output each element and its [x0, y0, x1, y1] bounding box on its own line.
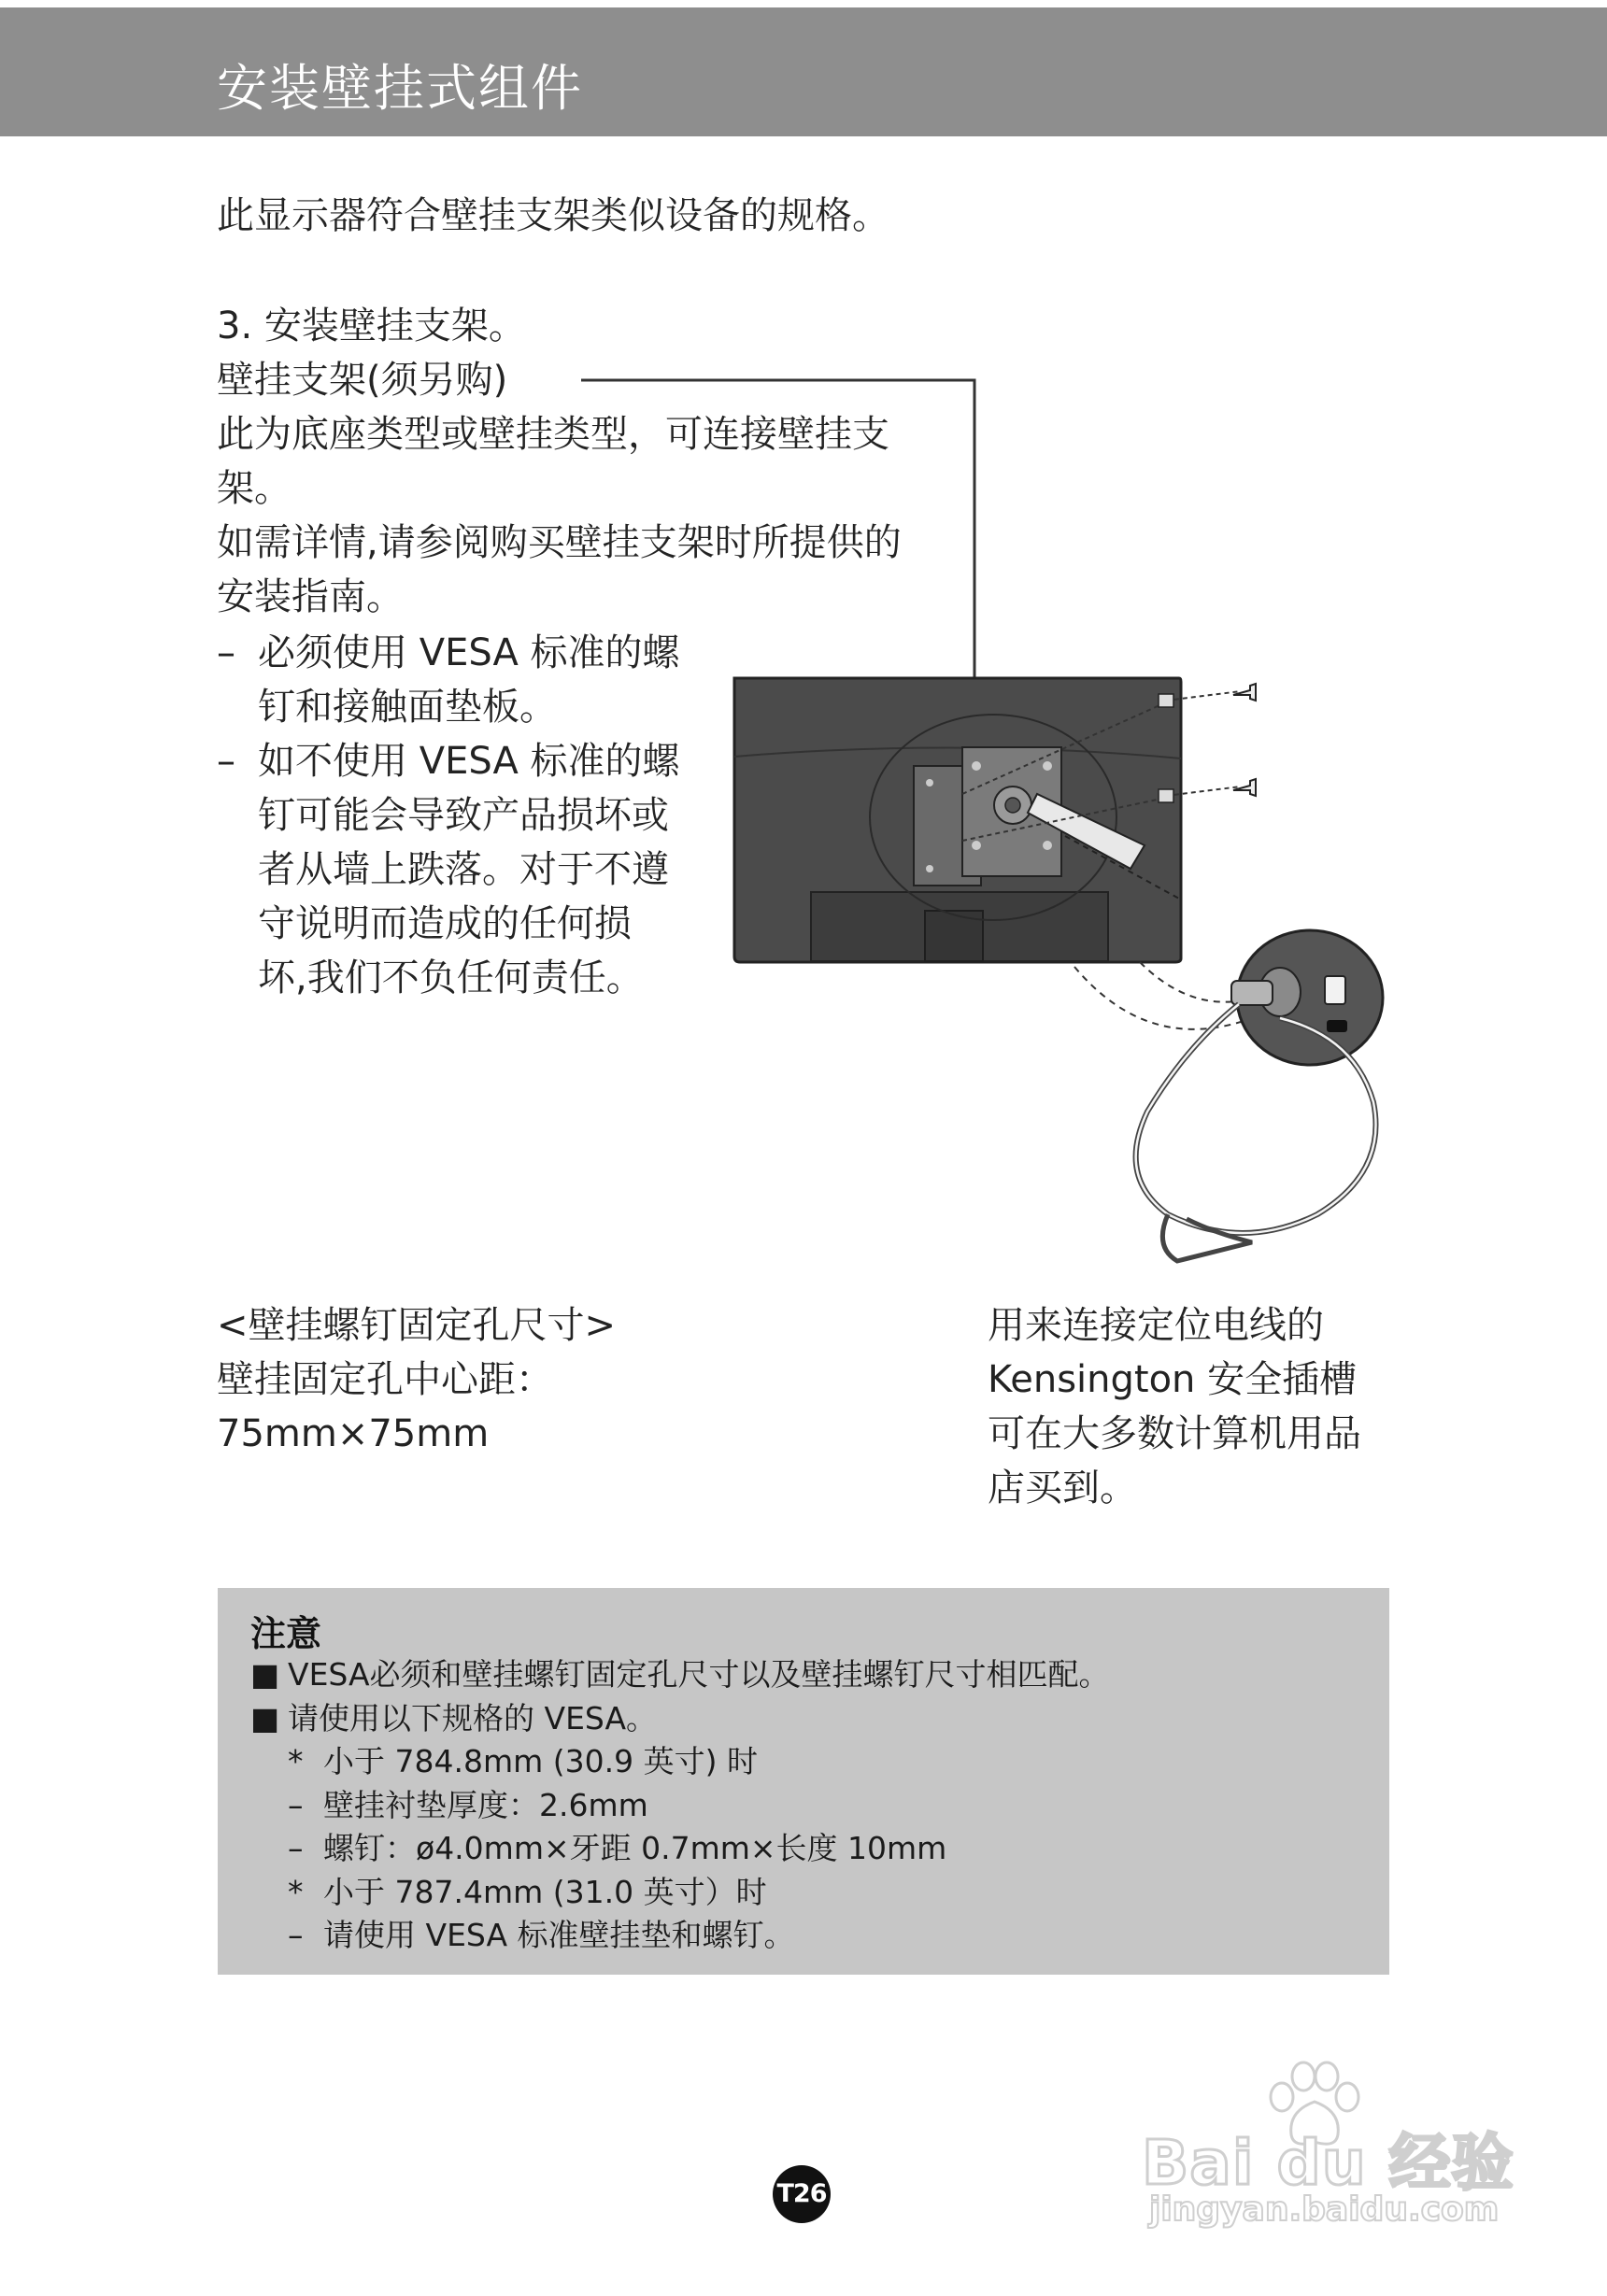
watermark-url: jingyan.baidu.com	[1149, 2190, 1500, 2229]
note-sub-item	[250, 1914, 1110, 1958]
kensington-line: 用来连接定位电线的	[988, 1304, 1324, 1347]
note-body	[250, 1653, 1110, 1958]
page-number-badge: T26	[773, 2165, 831, 2223]
note-item-text: 请使用以下规格的 VESA。	[288, 1699, 658, 1736]
note-title: 注意	[250, 1613, 322, 1654]
bullet-line: 守说明而造成的任何损	[258, 902, 632, 945]
note-bullet-icon: ■	[250, 1656, 280, 1693]
kensington-line: Kensington 安全插槽	[988, 1358, 1358, 1401]
step-heading: 3. 安装壁挂支架。	[217, 305, 526, 347]
bullet-line: 者从墙上跌落。对于不遵	[258, 848, 669, 891]
hole-spec-line: 壁挂固定孔中心距：	[217, 1358, 553, 1401]
note-sub-item	[250, 1827, 1110, 1871]
leader-line	[581, 380, 974, 677]
bullet-dash: –	[217, 631, 235, 674]
mount-hole-spec	[217, 1298, 616, 1461]
step-line: 此为底座类型或壁挂类型，可连接壁挂支	[217, 413, 889, 456]
note-sub-item	[250, 1871, 1110, 1915]
note-sub-text: 请使用 VESA 标准壁挂垫和螺钉。	[323, 1917, 795, 1953]
kensington-description	[988, 1298, 1361, 1515]
bullet-line: 坏,我们不负任何责任。	[258, 957, 644, 999]
note-item	[250, 1697, 1110, 1741]
note-sub-marker: –	[288, 1917, 304, 1953]
watermark-brand: Bai du 经验	[1142, 2127, 1515, 2199]
bullet-line: 钉可能会导致产品损坏或	[258, 794, 669, 837]
step-line: 壁挂支架(须另购)	[217, 359, 508, 402]
kensington-line: 店买到。	[988, 1467, 1137, 1509]
note-sub-text: 小于 787.4mm (31.0 英寸）时	[323, 1873, 767, 1910]
note-sub-marker: *	[288, 1873, 304, 1910]
intro-text: 此显示器符合壁挂支架类似设备的规格。	[217, 194, 889, 237]
page-title: 安装壁挂式组件	[217, 59, 583, 118]
step-line: 如需详情,请参阅购买壁挂支架时所提供的	[217, 521, 902, 564]
note-sub-item	[250, 1784, 1110, 1828]
bullet-line: 必须使用 VESA 标准的螺	[258, 631, 680, 674]
note-sub-marker: –	[288, 1830, 304, 1866]
monitor-back	[734, 678, 1181, 962]
note-item-text: VESA必须和壁挂螺钉固定孔尺寸以及壁挂螺钉尺寸相匹配。	[288, 1656, 1110, 1693]
bullet-dash: –	[217, 740, 235, 783]
note-sub-text: 壁挂衬垫厚度：2.6mm	[323, 1786, 648, 1823]
kensington-line: 可在大多数计算机用品	[988, 1412, 1361, 1455]
note-sub-marker: –	[288, 1786, 304, 1823]
hole-spec-line: <壁挂螺钉固定孔尺寸>	[217, 1304, 617, 1347]
note-item	[250, 1653, 1110, 1697]
note-sub-text: 螺钉：ø4.0mm×牙距 0.7mm×长度 10mm	[323, 1830, 947, 1866]
step-line: 架。	[217, 467, 292, 510]
note-sub-marker: *	[288, 1743, 304, 1779]
step-line: 安装指南。	[217, 575, 404, 618]
note-sub-item	[250, 1740, 1110, 1784]
bullet-line: 钉和接触面垫板。	[258, 686, 557, 729]
note-box	[218, 1588, 1389, 1975]
note-sub-text: 小于 784.8mm (30.9 英寸) 时	[323, 1743, 758, 1779]
hole-spec-line: 75mm×75mm	[217, 1412, 490, 1455]
kensington-lock	[1136, 930, 1383, 1261]
bullet-line: 如不使用 VESA 标准的螺	[258, 740, 680, 783]
note-bullet-icon: ■	[250, 1699, 280, 1736]
